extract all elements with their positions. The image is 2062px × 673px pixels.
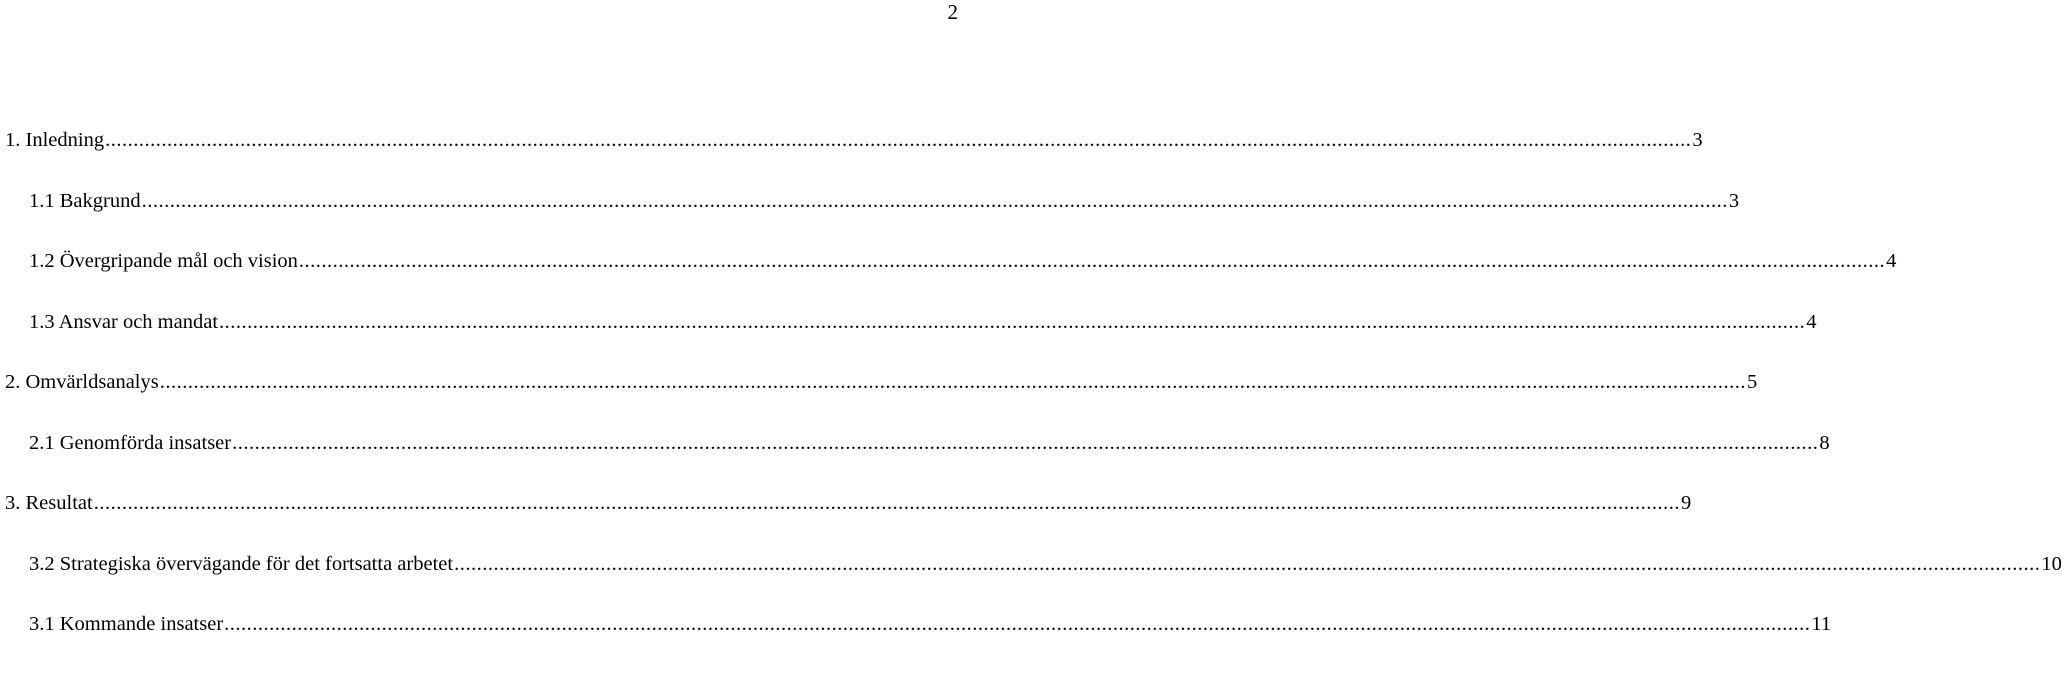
toc-dot-leader: [454, 552, 2040, 576]
toc-entry-label: 1.3 Ansvar och mandat: [29, 310, 219, 333]
toc-entry-bakgrund[interactable]: [5, 189, 1740, 250]
toc-entry-label: 3. Resultat: [5, 492, 93, 514]
toc-entry-ansvar-och-mandat[interactable]: [5, 310, 1817, 371]
toc-dot-leader: [299, 249, 1885, 273]
page-number: 2: [947, 0, 958, 24]
toc-entry-strategiska-overvagande[interactable]: [5, 552, 2062, 613]
toc-entry-label: 2.1 Genomförda insatser: [29, 431, 232, 454]
toc-entry-page: 4: [1806, 310, 1817, 333]
toc-entry-resultat[interactable]: [5, 491, 1692, 552]
toc-dot-leader: [105, 128, 1691, 152]
toc-entry-mal-och-vision[interactable]: [5, 249, 1897, 310]
toc-entry-omvarldsanalys[interactable]: [5, 370, 1758, 431]
toc-dot-leader: [232, 431, 1818, 455]
toc-dot-leader: [224, 612, 1810, 636]
toc-dot-leader: [94, 491, 1680, 515]
toc-entry-page: 5: [1746, 371, 1758, 393]
toc-entry-label: 1.2 Övergripande mål och vision: [29, 250, 298, 272]
toc-entry-page: 9: [1680, 492, 1692, 514]
toc-dot-leader: [142, 189, 1728, 213]
toc-entry-page: 3: [1692, 129, 1703, 151]
toc-entry-inledning[interactable]: [5, 128, 1703, 189]
toc-entry-label: 1. Inledning: [5, 129, 105, 151]
toc-entry-page: 4: [1886, 250, 1897, 272]
toc-entry-page: 8: [1819, 431, 1830, 454]
toc-entry-page: 10: [2041, 552, 2062, 575]
toc-entry-page: 3: [1728, 189, 1740, 212]
toc-dot-leader: [219, 310, 1805, 334]
toc-entry-label: 2. Omvärldsanalys: [5, 371, 159, 393]
table-of-contents: [5, 128, 2062, 673]
toc-entry-genomforda-insatser[interactable]: [5, 431, 1830, 492]
toc-entry-label: 3.1 Kommande insatser: [29, 613, 224, 635]
toc-dot-leader: [160, 370, 1746, 394]
toc-entry-label: 3.2 Strategiska övervägande för det fortsatta arbetet: [29, 552, 454, 575]
toc-entry-page: 11: [1811, 613, 1832, 635]
toc-entry-label: 1.1 Bakgrund: [29, 189, 141, 212]
toc-entry-kommande-insatser[interactable]: [5, 612, 1832, 673]
